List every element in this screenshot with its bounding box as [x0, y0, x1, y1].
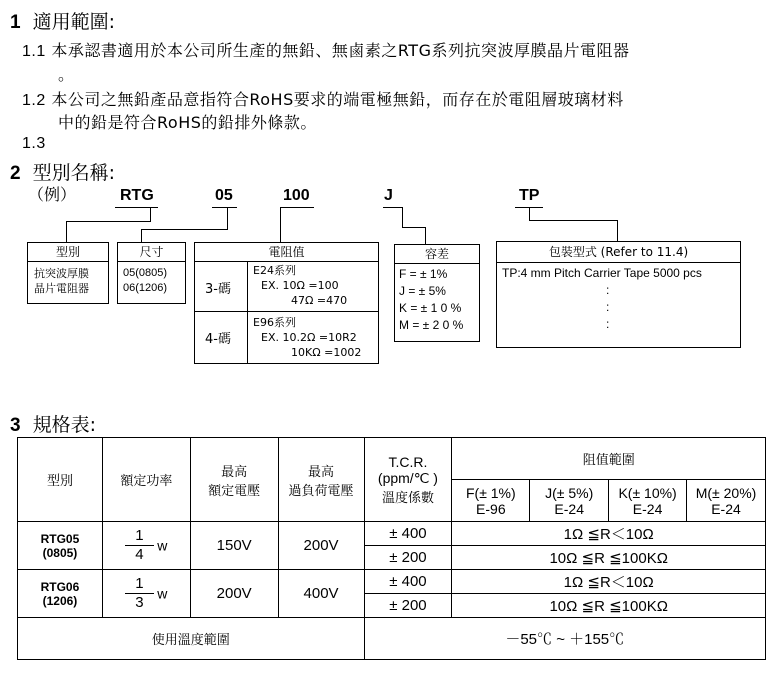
connector [141, 229, 142, 242]
code-packaging: TP [519, 187, 540, 204]
item-1-1-cont [58, 62, 75, 85]
tol-label: M(± 20%) [695, 484, 757, 501]
type-line: 抗突波厚膜 [34, 267, 89, 280]
header-line: T.C.R. [388, 453, 428, 470]
connector [66, 221, 67, 242]
type-box [27, 242, 109, 304]
header-power: 額定功率 [102, 438, 190, 522]
size-box-header: 尺寸 [118, 243, 185, 262]
resistance-line: E24系列 [253, 264, 296, 277]
tolerance-line: K = ± 1 0 % [399, 301, 462, 315]
resistance-row-3 [195, 262, 378, 312]
resistance-box-header: 電阻值 [195, 243, 378, 262]
temperature-row [18, 618, 766, 660]
resistance-line: 10KΩ =1002 [291, 346, 362, 359]
range-cell: 1Ω ≦R＜10Ω [452, 570, 766, 594]
item-text-cont: 。 [58, 65, 75, 84]
tol-series: E-24 [632, 500, 663, 517]
section-3-number: 3 [10, 415, 21, 436]
section-1-title: 適用範圍: [32, 11, 115, 33]
section-2-heading [10, 158, 115, 185]
range-cell: 1Ω ≦R＜10Ω [452, 522, 766, 546]
section-2-number: 2 [10, 163, 21, 184]
underline [280, 207, 314, 208]
power-cell [102, 522, 190, 570]
item-text-cont: 中的鉛是符合RoHS的鉛排外條款。 [58, 113, 317, 132]
power-unit: w [157, 585, 168, 602]
resistance-row-label: 4-碼 [205, 332, 231, 347]
connector [529, 207, 530, 220]
header-line: (ppm/℃ ) [377, 469, 438, 486]
packaging-dots: : [606, 300, 610, 314]
type-line: 晶片電阻器 [34, 282, 89, 295]
item-text: 本承認書適用於本公司所生產的無鉛、無鹵素之RTG系列抗突波厚膜晶片電阻器 [51, 41, 630, 60]
example-label: （例） [28, 185, 77, 204]
code-rtg: RTG [120, 187, 154, 204]
code-resistance: 100 [283, 187, 310, 204]
resistance-row-label: 3-碼 [205, 282, 231, 297]
size-line: 06(1206) [123, 282, 168, 294]
power-cell [102, 570, 190, 618]
packaging-dots: : [606, 317, 610, 331]
connector [66, 221, 151, 222]
header-tol-m [687, 480, 766, 522]
section-1-heading [10, 7, 115, 34]
table-row [18, 522, 766, 546]
model-name: RTG06 [40, 579, 80, 594]
power-numerator: 1 [125, 527, 153, 546]
item-1-2-cont [58, 110, 317, 133]
header-tol-f [452, 480, 530, 522]
resistance-line: EX. 10Ω =100 [261, 279, 339, 292]
connector [141, 229, 228, 230]
connector [425, 227, 426, 244]
header-line: 溫度係數 [381, 490, 434, 506]
tcr-cell: ± 200 [364, 546, 452, 570]
range-cell: 10Ω ≦R ≦100KΩ [452, 594, 766, 618]
tcr-cell: ± 400 [364, 570, 452, 594]
voltage-cell: 150V [190, 522, 278, 570]
power-unit: w [157, 537, 168, 554]
item-1-3 [22, 133, 46, 153]
size-box [117, 242, 186, 304]
header-max-overload [278, 438, 364, 522]
item-number: 1.1 [22, 43, 46, 60]
model-size: (1206) [42, 593, 78, 608]
model-size: (0805) [42, 545, 78, 560]
resistance-row-4 [195, 312, 378, 363]
tcr-cell: ± 400 [364, 522, 452, 546]
tol-label: J(± 5%) [545, 484, 594, 501]
section-1-number: 1 [10, 12, 21, 33]
connector [617, 220, 618, 241]
header-line: 過負荷電壓 [288, 483, 354, 499]
tol-label: K(± 10%) [618, 484, 677, 501]
packaging-line: TP:4 mm Pitch Carrier Tape 5000 pcs [502, 266, 702, 280]
header-line: 額定電壓 [208, 483, 261, 499]
packaging-box [496, 241, 741, 348]
section-3-heading [10, 410, 96, 437]
header-line: 最高 [221, 464, 248, 480]
section-3-title: 規格表: [32, 414, 96, 436]
underline [115, 207, 158, 208]
tolerance-line: J = ± 5% [399, 284, 446, 298]
item-1-1 [22, 38, 629, 61]
item-1-2 [22, 87, 624, 110]
tolerance-box [394, 244, 480, 342]
tolerance-line: F = ± 1% [399, 267, 448, 281]
voltage-cell: 200V [190, 570, 278, 618]
type-box-header: 型別 [28, 243, 108, 262]
temperature-value: －55℃ ~ ＋155℃ [364, 618, 766, 660]
connector [402, 227, 425, 228]
tol-series: E-24 [711, 500, 741, 517]
tcr-cell: ± 200 [364, 594, 452, 618]
overload-cell: 400V [278, 570, 364, 618]
underline [212, 207, 237, 208]
resistance-box [194, 242, 379, 364]
header-range: 阻值範圍 [452, 438, 766, 480]
item-number: 1.2 [22, 92, 46, 109]
tol-label: F(± 1%) [465, 484, 516, 501]
header-tol-k [609, 480, 687, 522]
packaging-dots: : [606, 283, 610, 297]
tolerance-box-header: 容差 [395, 245, 479, 264]
header-line: 最高 [308, 464, 335, 480]
connector [529, 220, 618, 221]
temperature-label: 使用溫度範圍 [18, 618, 365, 660]
tol-series: E-24 [554, 500, 584, 517]
tolerance-line: M = ± 2 0 % [399, 318, 464, 332]
connector [402, 207, 403, 228]
model-name: RTG05 [40, 531, 80, 546]
spec-table [17, 437, 766, 660]
table-row [18, 570, 766, 594]
range-cell: 10Ω ≦R ≦100KΩ [452, 546, 766, 570]
packaging-box-header: 包裝型式 (Refer to 11.4) [497, 242, 740, 263]
section-2-title: 型別名稱: [32, 162, 115, 184]
code-tolerance: J [384, 187, 393, 204]
connector [227, 207, 228, 229]
underline [383, 207, 403, 208]
connector [150, 207, 151, 221]
resistance-line: E96系列 [253, 316, 296, 329]
overload-cell: 200V [278, 522, 364, 570]
model-cell [18, 570, 103, 618]
header-tol-j [530, 480, 609, 522]
power-denominator: 3 [135, 594, 144, 611]
header-tcr [364, 438, 452, 522]
connector [280, 207, 281, 242]
power-denominator: 4 [135, 546, 144, 563]
model-cell [18, 522, 103, 570]
power-numerator: 1 [125, 575, 153, 594]
resistance-line: EX. 10.2Ω =10R2 [261, 331, 357, 344]
code-size: 05 [215, 187, 233, 204]
header-max-voltage [190, 438, 278, 522]
tol-series: E-96 [476, 500, 506, 517]
header-type: 型別 [18, 438, 103, 522]
item-number: 1.3 [22, 135, 46, 152]
item-text: 本公司之無鉛產品意指符合RoHS要求的端電極無鉛，而存在於電阻層玻璃材料 [51, 90, 624, 109]
size-line: 05(0805) [123, 267, 168, 279]
resistance-line: 47Ω =470 [291, 294, 348, 307]
